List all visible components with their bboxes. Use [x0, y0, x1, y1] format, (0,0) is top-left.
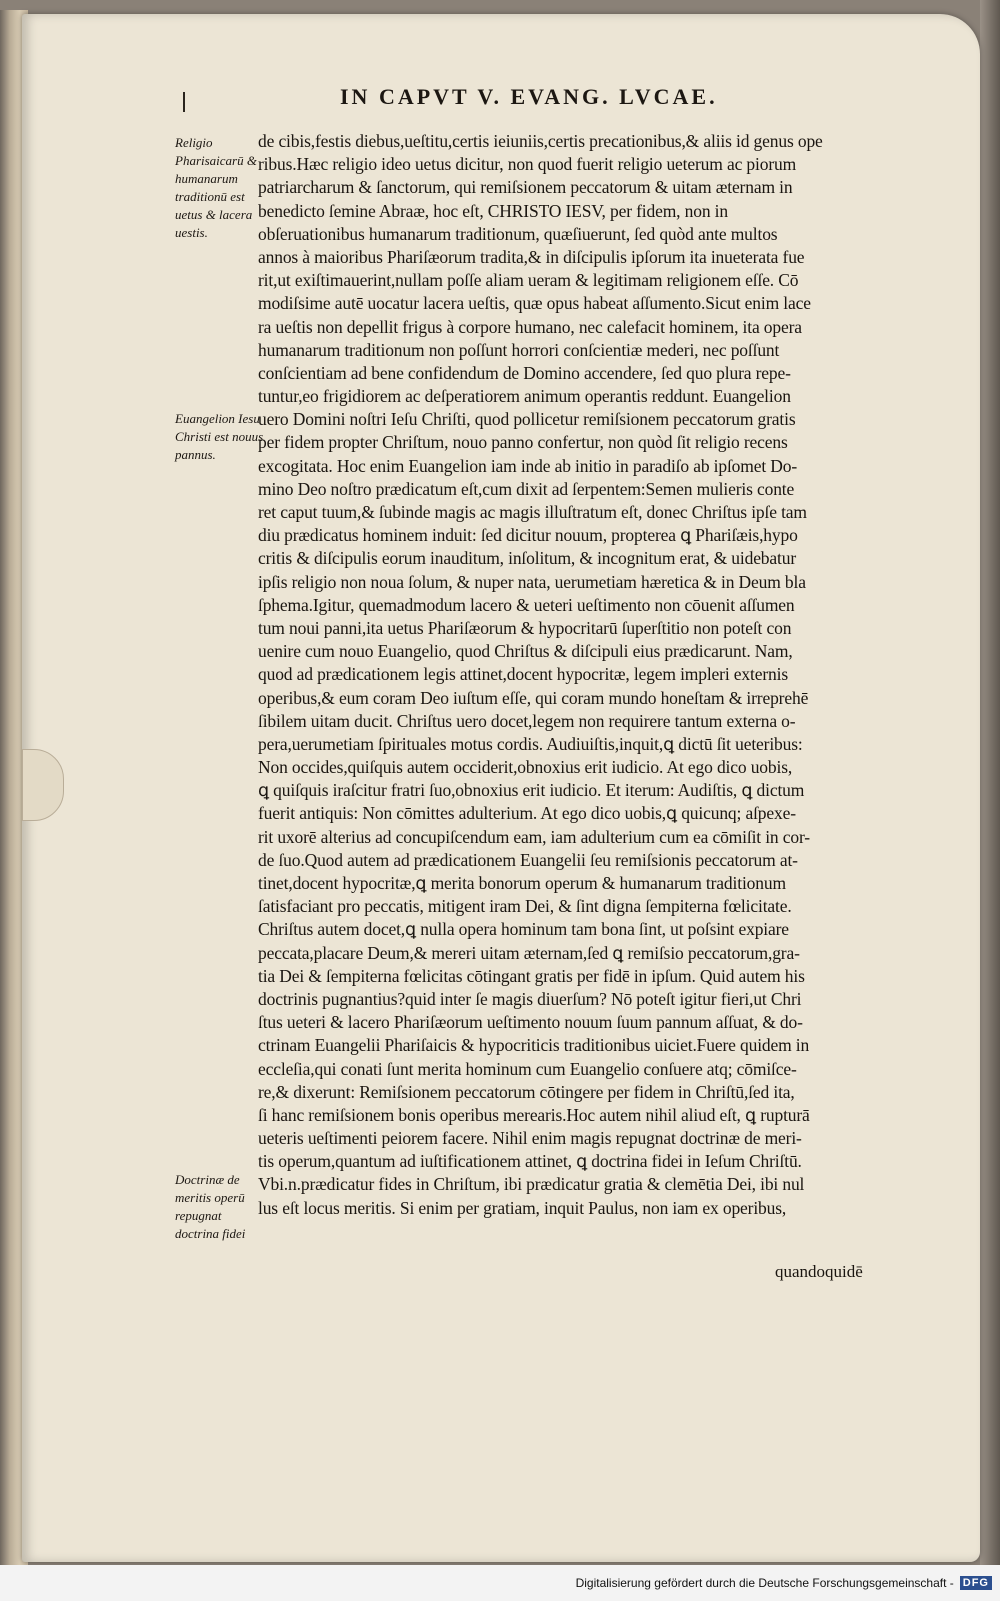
text-line: mino Deo noſtro prædicatum eſt,cum dixit ad ſerpentem:Semen mulieris conte: [258, 478, 795, 499]
text-line: uero Domini noſtri Ieſu Chriſti, quod pollicetur remiſsionem peccatorum gratis: [258, 409, 796, 430]
footer-text: Digitalisierung gefördert durch die Deutsche Forschungsgemeinschaft -: [575, 1576, 954, 1590]
catchword: quandoquidē: [775, 1262, 863, 1281]
text-line: pera,uerumetiam ſpirituales motus cordis. Audiuiſtis,inquit,ꝗ dictū ſit ueteribus:: [258, 733, 803, 754]
text-line: diu prædicatus hominem induit: ſed dicitur nouum, propterea ꝗ Phariſæis,hypo: [258, 525, 798, 546]
text-line: critis & diſcipulis eorum inauditum, inſolitum, & incognitum erat, & uidebatur: [258, 548, 797, 569]
text-line: ꝗ quiſquis iraſcitur fratri ſuo,obnoxius erit iudicio. Et iterum: Audiſtis, ꝗ dictum: [258, 780, 805, 801]
text-line: humanarum traditionum non poſſunt horrori conſcientiæ mederi, nec poſſunt: [258, 339, 780, 360]
header-mark: [183, 92, 185, 112]
text-line: doctrinis pugnantius?quid inter ſe magis diuerſum? Nō poteſt igitur fieri,ut Chri: [258, 988, 802, 1009]
text-line: conſcientiam ad bene confidendum de Domino accendere, ſed quo plura repe-: [258, 362, 791, 383]
text-line: tis operum,quantum ad iuſtificationem attinet, ꝗ doctrina fidei in Ieſum Chriſtū.: [258, 1151, 802, 1172]
dfg-logo: DFG: [960, 1576, 992, 1590]
text-line: ret caput tuum,& ſubinde magis ac magis illuſtratum eſt, donec Chriſtus ipſe tam: [258, 502, 807, 522]
text-line: fuerit antiquis: Non cōmittes adulterium. At ego dico uobis,ꝗ quicunq; aſpexe-: [258, 803, 796, 824]
text-line: lus eſt locus meritis. Si enim per gratiam, inquit Paulus, non iam ex operibus,: [258, 1197, 787, 1218]
text-line: tinet,docent hypocritæ,ꝗ merita bonorum operum & humanarum traditionum: [258, 873, 786, 893]
text-line: eccleſia,qui conati ſunt merita hominum cum Euangelio conſuere atq; cōmiſce-: [258, 1058, 797, 1079]
text-line: ra ueſtis non depellit frigus à corpore humano, nec calefacit hominem, ita opera: [258, 316, 802, 337]
page-header: IN CAPVT V. EVANG. LVCAE.: [340, 84, 718, 109]
text-line: de cibis,festis diebus,ueſtitu,certis ieiuniis,certis precationibus,& aliis id genus ope: [258, 131, 823, 151]
margin-note-religio: Religio Pharisaicarū & humanarum traditionū est uetus & lacera uestis.: [175, 135, 257, 240]
text-line: tia Dei & ſempiterna fœlicitas cōtingant gratis per fidē in ipſum. Quid autem his: [258, 965, 805, 986]
text-line: patriarcharum & ſanctorum, qui remiſsionem peccatorum & uitam æternam in: [258, 177, 793, 198]
text-line: rit uxorē alterius ad concupiſcendum eam, iam adulterium cum ea cōmiſit in cor-: [258, 826, 810, 847]
text-line: operibus,& eum coram Deo iuſtum eſſe, qui coram mundo honeſtam & irreprehē: [258, 687, 809, 708]
text-line: tuntur,eo frigidiorem ac deſperatiorem animum operantis reddunt. Euangelion: [258, 386, 791, 407]
text-line: excogitata. Hoc enim Euangelion iam inde ab initio in paradiſo ab ipſomet Do-: [258, 455, 798, 476]
text-line: ribus.Hæc religio ideo uetus dicitur, non quod fuerit religio ueterum ac piorum: [258, 154, 797, 175]
body-text: [258, 130, 914, 1220]
text-line: Vbi.n.prædicatur fides in Chriſtum, ibi prædicatur gratia & clemētia Dei, ibi nul: [258, 1174, 805, 1195]
text-line: ſtus ueteri & lacero Phariſæorum ueſtimento nouum ſuum pannum aſſuat, & do-: [258, 1012, 803, 1033]
text-line: tum noui panni,ita uetus Phariſæorum & hypocritarū ſuperſtitio non poteſt con: [258, 617, 792, 638]
margin-note-euangelion: Euangelion Iesu Christi est nouus pannus.: [175, 411, 264, 462]
text-line: de ſuo.Quod autem ad prædicationem Euangelii ſeu remiſsionis peccatorum at-: [258, 849, 798, 870]
text-line: ipſis religio non noua ſolum, & nuper nata, uerumetiam hæretica & in Deum bla: [258, 571, 806, 592]
text-line: peccata,placare Deum,& mereri uitam æternam,ſed ꝗ remiſsio peccatorum,gra-: [258, 942, 800, 963]
text-line: ſibilem uitam ducit. Chriſtus uero docet,legem non requirere tantum externa o-: [258, 710, 796, 731]
text-line: ſatisfaciant pro peccatis, mitigent iram Dei, & ſint digna ſempiterna fœlicitate.: [258, 896, 792, 917]
text-line: modiſsime autē uocatur lacera ueſtis, quæ opus habeat aſſumento.Sicut enim lace: [258, 293, 811, 314]
footer-bar: [0, 1565, 1000, 1601]
text-line: benedicto ſemine Abraæ, hoc eſt, CHRISTO IESV, per fidem, non in: [258, 200, 728, 221]
text-line: ueteris ueſtimenti peiorem facere. Nihil enim magis repugnat doctrinæ de meri-: [258, 1128, 802, 1149]
text-line: obſeruationibus humanarum traditionum, quæſiuerunt, ſed quòd ante multos: [258, 223, 778, 244]
text-line: Non occides,quiſquis autem occiderit,obnoxius erit iudicio. At ego dico uobis,: [258, 757, 793, 778]
text-line: ſphema.Igitur, quemadmodum lacero & ueteri ueſtimento non cōuenit aſſumen: [258, 594, 795, 615]
margin-note-doctrinae: Doctrinæ de meritis operū repugnat doctrina fidei: [175, 1172, 246, 1241]
text-line: re,& dixerunt: Remiſsionem peccatorum cōtingere per fidem in Chriſtū,ſed ita,: [258, 1081, 795, 1102]
text-line: Chriſtus autem docet,ꝗ nulla opera hominum tam bona ſint, ut poſsint expiare: [258, 919, 789, 940]
text-line: ctrinam Euangelii Phariſaicis & hypocriticis traditionibus uiciet.Fuere quidem in: [258, 1035, 810, 1056]
text-line: quod ad prædicationem legis attinet,docent hypocritæ, legem impleri externis: [258, 664, 788, 685]
page-shadow: [980, 0, 1000, 1601]
text-line: uenire cum nouo Euangelio, quod Chriſtus & diſcipuli eius prædicarunt. Nam,: [258, 641, 793, 662]
text-line: rit,ut exiſtimauerint,nullam poſſe aliam ueram & legitimam religionem eſſe. Cō: [258, 270, 799, 291]
page-tab: [22, 749, 64, 821]
text-line: per fidem propter Chriſtum, nouo panno confertur, non quòd ſit religio recens: [258, 432, 788, 453]
text-line: annos à maioribus Phariſæorum tradita,& in diſcipulis ipſorum ita inueterata fue: [258, 246, 805, 267]
text-line: ſi hanc remiſsionem bonis operibus merearis.Hoc autem nihil aliud eſt, ꝗ rupturā: [258, 1104, 810, 1125]
